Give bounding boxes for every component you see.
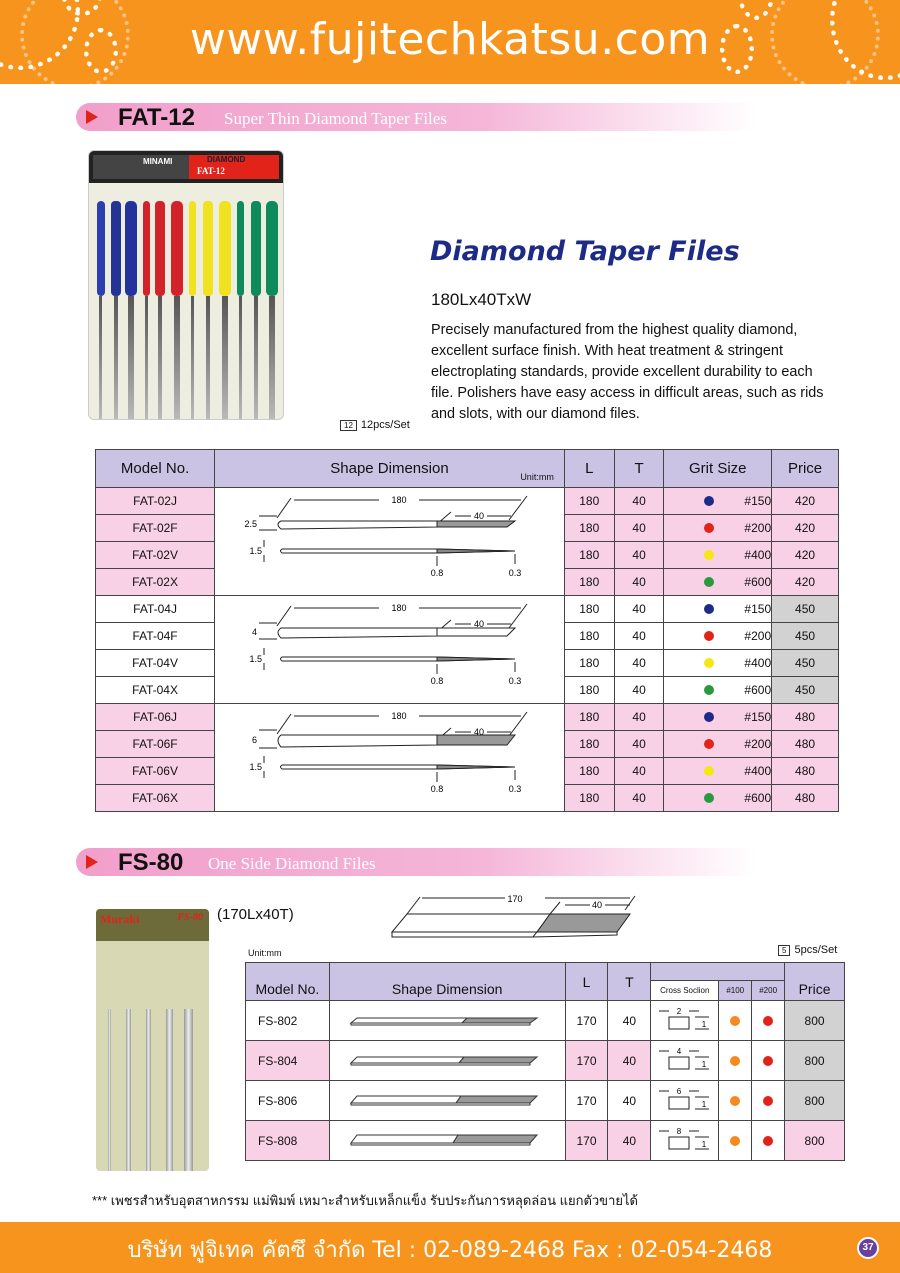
photo-brand: Muraki — [100, 912, 140, 926]
grit-value: #200 — [744, 521, 772, 535]
grit-value: #200 — [744, 737, 772, 751]
shape-diagram-cell — [215, 488, 565, 596]
grit-value: #400 — [744, 656, 772, 670]
thickness-cell: 40 — [614, 704, 664, 731]
grit-value: #150 — [744, 494, 772, 508]
thickness-cell: 40 — [614, 542, 664, 569]
price-cell: 450 — [772, 650, 839, 677]
price-cell: 420 — [772, 569, 839, 596]
col-header-model: Model No. — [96, 450, 215, 488]
table-row — [96, 596, 839, 623]
grit-cell — [664, 623, 772, 650]
tip-a-label: 0.8 — [431, 676, 444, 686]
table-row — [246, 1041, 845, 1081]
cross-section-icon — [655, 1005, 715, 1033]
set-quantity — [340, 419, 410, 431]
col-header-price: Price — [772, 450, 839, 488]
photo-label: DIAMOND — [207, 155, 246, 164]
taper-file-diagram — [219, 598, 559, 698]
company-contact: บริษัท ฟูจิเทค คัตซึ จำกัด Tel : 02-089-2468 Fax : 02-054-2468 — [127, 1238, 773, 1263]
grit-200-cell — [752, 1121, 785, 1161]
grit-200-dot-icon — [763, 1016, 773, 1026]
grit-color-dot-icon — [704, 685, 714, 695]
cross-section-cell — [651, 1001, 719, 1041]
thickness-cell: 40 — [608, 1081, 651, 1121]
thickness-cell: 40 — [614, 731, 664, 758]
price-cell: 800 — [785, 1001, 845, 1041]
grit-200-cell — [752, 1001, 785, 1041]
col-header-shape-label: Shape Dimension — [330, 460, 449, 477]
col-header-shape — [215, 450, 565, 488]
grit-100-dot-icon — [730, 1136, 740, 1146]
section-code: FS-80 — [118, 849, 184, 876]
section-subtitle: One Side Diamond Files — [208, 854, 376, 873]
length-cell: 180 — [564, 785, 614, 812]
fat-spec-table — [95, 449, 839, 812]
price-cell: 480 — [772, 704, 839, 731]
length-label: 180 — [391, 603, 407, 613]
price-cell: 420 — [772, 542, 839, 569]
grit-200-cell — [752, 1041, 785, 1081]
grit-color-dot-icon — [704, 577, 714, 587]
shape-cell — [329, 1001, 565, 1041]
flat-file-diagram — [347, 1129, 547, 1149]
section-banner-fat12 — [76, 103, 756, 131]
site-header — [0, 0, 900, 84]
fs-set-quantity — [778, 944, 837, 956]
coated-label: 40 — [474, 727, 485, 737]
model-cell: FAT-06F — [96, 731, 215, 758]
grit-100-cell — [719, 1121, 752, 1161]
length-cell: 180 — [564, 569, 614, 596]
grit-cell — [664, 596, 772, 623]
cross-width: 2 — [676, 1007, 681, 1016]
flat-file-diagram — [347, 1089, 547, 1109]
section-subtitle: Super Thin Diamond Taper Files — [224, 109, 447, 128]
thickness-label: 1.5 — [249, 546, 263, 556]
grit-cell — [664, 785, 772, 812]
grit-value: #400 — [744, 548, 772, 562]
model-cell: FAT-06J — [96, 704, 215, 731]
length-cell: 180 — [564, 758, 614, 785]
tip-b-label: 0.3 — [509, 568, 522, 578]
grit-value: #150 — [744, 710, 772, 724]
price-cell: 800 — [785, 1041, 845, 1081]
grit-color-dot-icon — [704, 739, 714, 749]
section-code: FAT-12 — [118, 104, 195, 131]
thickness-cell: 40 — [614, 596, 664, 623]
cross-section-cell — [651, 1041, 719, 1081]
cross-width: 6 — [676, 1087, 681, 1096]
thickness-cell: 40 — [614, 623, 664, 650]
model-cell: FAT-02V — [96, 542, 215, 569]
set-quantity-label: 5pcs/Set — [794, 944, 838, 956]
grit-cell — [664, 650, 772, 677]
footnote: *** เพชรสำหรับอุตสาหกรรม แม่พิมพ์ เหมาะสำหรับเหล็กแข็ง รับประกันการหลุดล่อน แยกตัวขายได้ — [92, 1193, 638, 1208]
price-cell: 420 — [772, 515, 839, 542]
col-header-cross: Cross Soclion — [651, 981, 719, 1001]
cross-section-cell — [651, 1121, 719, 1161]
price-cell: 480 — [772, 758, 839, 785]
model-cell: FAT-02X — [96, 569, 215, 596]
unit-label: Unit:mm — [520, 472, 554, 482]
thickness-cell: 40 — [614, 515, 664, 542]
thickness-cell: 40 — [614, 488, 664, 515]
price-cell: 450 — [772, 677, 839, 704]
length-cell: 180 — [564, 488, 614, 515]
model-cell: FAT-04J — [96, 596, 215, 623]
grit-color-dot-icon — [704, 766, 714, 776]
thickness-cell: 40 — [614, 650, 664, 677]
product-photo-fs80 — [96, 909, 209, 1171]
col-header-model: Model No. — [246, 963, 330, 1001]
product-photo-fat12 — [88, 150, 284, 420]
grit-cell — [664, 488, 772, 515]
thickness-cell: 40 — [608, 1121, 651, 1161]
col-header-t: T — [608, 963, 651, 1001]
width-label: 2.5 — [244, 519, 258, 529]
length-cell: 180 — [564, 623, 614, 650]
length-cell: 170 — [565, 1081, 608, 1121]
price-cell: 450 — [772, 596, 839, 623]
cross-width: 8 — [676, 1127, 681, 1136]
table-row — [96, 488, 839, 515]
model-cell: FS-806 — [246, 1081, 330, 1121]
model-cell: FS-802 — [246, 1001, 330, 1041]
tip-a-label: 0.8 — [431, 784, 444, 794]
length-cell: 180 — [564, 515, 614, 542]
product-dimension: 180Lx40TxW — [431, 290, 532, 309]
shape-cell — [329, 1081, 565, 1121]
section-banner-fs80 — [76, 848, 756, 876]
thickness-label: 1.5 — [249, 654, 263, 664]
grit-cell — [664, 569, 772, 596]
length-cell: 180 — [564, 704, 614, 731]
grit-value: #400 — [744, 764, 772, 778]
length-label: 180 — [391, 495, 407, 505]
tip-b-label: 0.3 — [509, 784, 522, 794]
tip-a-label: 0.8 — [431, 568, 444, 578]
price-cell: 800 — [785, 1121, 845, 1161]
model-cell: FAT-04X — [96, 677, 215, 704]
diagram-length: 170 — [507, 894, 523, 904]
length-cell: 170 — [565, 1001, 608, 1041]
price-cell: 480 — [772, 785, 839, 812]
grit-cell — [664, 542, 772, 569]
flat-file-diagram — [347, 1009, 547, 1029]
coated-label: 40 — [474, 619, 485, 629]
col-header-l: L — [565, 963, 608, 1001]
col-header-grit-group — [651, 963, 785, 981]
shape-diagram-cell — [215, 596, 565, 704]
cross-thick: 1 — [701, 1140, 706, 1149]
length-cell: 180 — [564, 650, 614, 677]
cross-section-cell — [651, 1081, 719, 1121]
coated-label: 40 — [474, 511, 485, 521]
col-header-grit: Grit Size — [664, 450, 772, 488]
table-row — [246, 1121, 845, 1161]
page-number: 37 — [857, 1237, 879, 1259]
price-cell: 480 — [772, 731, 839, 758]
grit-value: #600 — [744, 683, 772, 697]
thickness-cell: 40 — [614, 758, 664, 785]
grit-cell — [664, 731, 772, 758]
grit-100-cell — [719, 1041, 752, 1081]
model-cell: FS-804 — [246, 1041, 330, 1081]
shape-diagram-cell — [215, 704, 565, 812]
cross-width: 4 — [676, 1047, 681, 1056]
fs-dimension: (170Lx40T) — [217, 906, 294, 923]
model-cell: FAT-06X — [96, 785, 215, 812]
grit-value: #200 — [744, 629, 772, 643]
length-cell: 180 — [564, 731, 614, 758]
cross-thick: 1 — [701, 1060, 706, 1069]
model-cell: FAT-02J — [96, 488, 215, 515]
table-row — [246, 1081, 845, 1121]
grit-color-dot-icon — [704, 604, 714, 614]
length-cell: 180 — [564, 596, 614, 623]
price-cell: 800 — [785, 1081, 845, 1121]
col-header-g100: #100 — [719, 981, 752, 1001]
photo-brand: MINAMI — [143, 157, 173, 166]
grit-color-dot-icon — [704, 658, 714, 668]
photo-model: FS-80 — [177, 912, 203, 923]
diagram-coated: 40 — [591, 900, 603, 910]
taper-file-diagram — [219, 706, 559, 806]
grit-100-dot-icon — [730, 1016, 740, 1026]
grit-cell — [664, 704, 772, 731]
product-title: Diamond Taper Files — [430, 236, 740, 267]
thickness-cell: 40 — [614, 569, 664, 596]
grit-100-dot-icon — [730, 1056, 740, 1066]
grit-color-dot-icon — [704, 631, 714, 641]
website-url[interactable]: www.fujitechkatsu.com — [189, 14, 711, 65]
product-description: Precisely manufactured from the highest quality diamond, excellent surface finish. With heat treatment & stringent electroplating standards, provide excellent durability to each file. Polishers have easy access in difficult areas, such as rids and slots, with our diamond files. — [431, 322, 824, 422]
thickness-cell: 40 — [608, 1041, 651, 1081]
cross-section-icon — [655, 1125, 715, 1153]
cross-section-icon — [655, 1045, 715, 1073]
grit-100-dot-icon — [730, 1096, 740, 1106]
model-cell: FS-808 — [246, 1121, 330, 1161]
model-cell: FAT-04V — [96, 650, 215, 677]
grit-value: #150 — [744, 602, 772, 616]
play-arrow-icon — [86, 855, 98, 869]
grit-200-dot-icon — [763, 1056, 773, 1066]
length-cell: 180 — [564, 677, 614, 704]
grit-cell — [664, 515, 772, 542]
thickness-cell: 40 — [608, 1001, 651, 1041]
grit-color-dot-icon — [704, 523, 714, 533]
grit-200-dot-icon — [763, 1096, 773, 1106]
length-cell: 180 — [564, 542, 614, 569]
grit-200-dot-icon — [763, 1136, 773, 1146]
tip-b-label: 0.3 — [509, 676, 522, 686]
col-header-t: T — [614, 450, 664, 488]
cross-section-icon — [655, 1085, 715, 1113]
col-header-price: Price — [785, 963, 845, 1001]
grit-color-dot-icon — [704, 712, 714, 722]
col-header-g200: #200 — [752, 981, 785, 1001]
width-label: 4 — [252, 627, 258, 637]
grit-100-cell — [719, 1081, 752, 1121]
grit-cell — [664, 758, 772, 785]
model-cell: FAT-02F — [96, 515, 215, 542]
site-footer — [0, 1222, 900, 1273]
thickness-label: 1.5 — [249, 762, 263, 772]
play-arrow-icon — [86, 110, 98, 124]
col-header-shape: Shape Dimension — [329, 963, 565, 1001]
model-cell: FAT-04F — [96, 623, 215, 650]
cross-thick: 1 — [701, 1100, 706, 1109]
file-blue — [97, 201, 105, 420]
price-cell: 450 — [772, 623, 839, 650]
grit-color-dot-icon — [704, 496, 714, 506]
length-cell: 170 — [565, 1041, 608, 1081]
grit-200-cell — [752, 1081, 785, 1121]
fs-shape-diagram — [385, 890, 645, 945]
grit-value: #600 — [744, 791, 772, 805]
width-label: 6 — [252, 735, 258, 745]
price-cell: 420 — [772, 488, 839, 515]
grit-color-dot-icon — [704, 550, 714, 560]
thickness-cell: 40 — [614, 677, 664, 704]
cross-thick: 1 — [701, 1020, 706, 1029]
col-header-l: L — [564, 450, 614, 488]
length-cell: 170 — [565, 1121, 608, 1161]
grit-value: #600 — [744, 575, 772, 589]
table-row — [96, 704, 839, 731]
length-label: 180 — [391, 711, 407, 721]
box-icon: 5 — [778, 945, 790, 956]
fs-unit: Unit:mm — [248, 948, 282, 958]
taper-file-diagram — [219, 490, 559, 590]
table-row — [246, 1001, 845, 1041]
fs-spec-table — [245, 962, 845, 1161]
shape-cell — [329, 1041, 565, 1081]
flat-file-diagram — [347, 1049, 547, 1069]
grit-color-dot-icon — [704, 793, 714, 803]
photo-model: FAT-12 — [197, 166, 225, 176]
shape-cell — [329, 1121, 565, 1161]
model-cell: FAT-06V — [96, 758, 215, 785]
set-quantity-label: 12pcs/Set — [360, 419, 410, 431]
grit-cell — [664, 677, 772, 704]
box-icon: 12 — [340, 420, 357, 431]
thickness-cell: 40 — [614, 785, 664, 812]
grit-100-cell — [719, 1001, 752, 1041]
